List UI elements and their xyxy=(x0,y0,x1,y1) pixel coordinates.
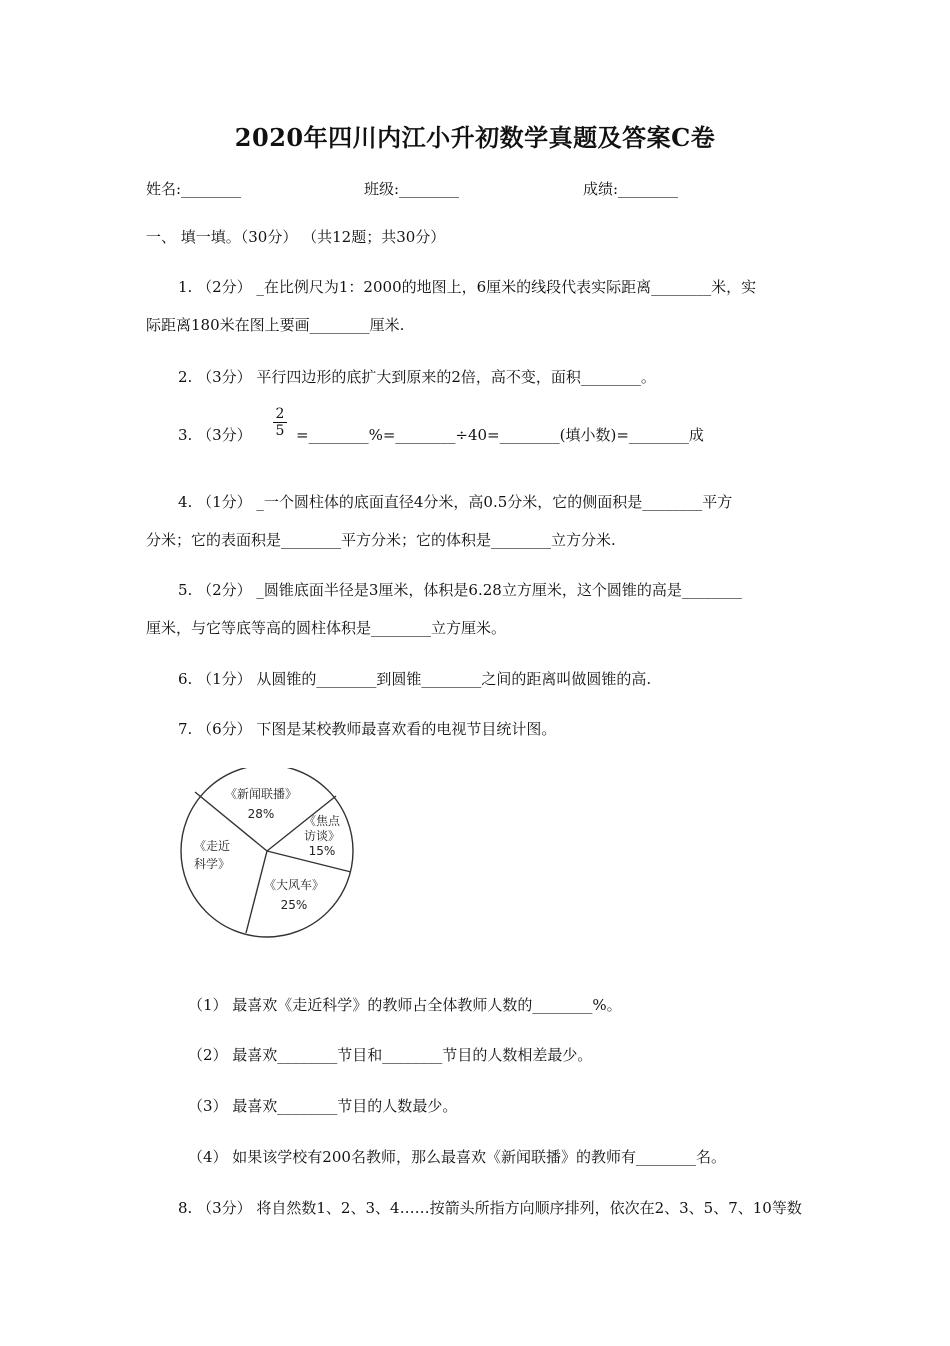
slice-label-zoujin-1: 《走近 xyxy=(193,839,231,853)
slice-value-dafengche: 25% xyxy=(280,898,308,912)
slice-label-jiaodian-2: 访谈》 xyxy=(303,829,341,843)
question-7-sub-2: （2） 最喜欢________节目和________节目的人数相差最少。 xyxy=(188,1046,593,1064)
name-field: 姓名:________ xyxy=(146,180,242,198)
question-6: 6. （1分） 从圆锥的________到圆锥________之间的距离叫做圆锥的高. xyxy=(178,670,652,688)
question-7-sub-1: （1） 最喜欢《走近科学》的教师占全体教师人数的________%。 xyxy=(188,996,622,1014)
slice-label-zoujin-2: 科学》 xyxy=(193,857,231,871)
question-7: 7. （6分） 下图是某校教师最喜欢看的电视节目统计图。 xyxy=(178,720,557,738)
question-2: 2. （3分） 平行四边形的底扩大到原来的2倍，高不变，面积________。 xyxy=(178,368,656,386)
slice-label-jiaodian-1: 《焦点 xyxy=(303,814,341,828)
slice-label-dafengche: 《大风车》 xyxy=(263,878,325,892)
section-heading: 一、 填一填。（30分） （共12题；共30分） xyxy=(146,228,446,246)
fraction xyxy=(272,406,288,439)
score-field: 成绩:________ xyxy=(583,180,679,198)
slice-value-xinwen: 28% xyxy=(247,807,275,821)
question-8: 8. （3分） 将自然数1、2、3、4……按箭头所指方向顺序排列，依次在2、3、5、7、10等数 xyxy=(178,1199,802,1217)
question-7-sub-3: （3） 最喜欢________节目的人数最少。 xyxy=(188,1097,458,1115)
slice-label-xinwen: 《新闻联播》 xyxy=(224,787,298,801)
question-1-line-2: 际距离180米在图上要画________厘米. xyxy=(146,316,405,334)
question-5-line-2: 厘米，与它等底等高的圆柱体积是________立方厘米。 xyxy=(146,619,507,637)
question-5-line-1: 5. （2分） _圆锥底面半径是3厘米，体积是6.28立方厘米，这个圆锥的高是________ xyxy=(178,581,742,599)
question-4-line-1: 4. （1分） _一个圆柱体的底面直径4分米，高0.5分米，它的侧面积是________平方 xyxy=(178,493,733,511)
question-7-sub-4: （4） 如果该学校有200名教师，那么最喜欢《新闻联播》的教师有________名。 xyxy=(188,1148,726,1166)
question-3-prefix: 3. （3分） xyxy=(178,426,252,444)
question-1-line-1: 1. （2分） _在比例尺为1：2000的地图上，6厘米的线段代表实际距离________米，实 xyxy=(178,278,757,296)
pie-chart xyxy=(172,768,362,938)
fraction-numerator: 2 xyxy=(275,406,285,422)
slice-value-jiaodian: 15% xyxy=(308,844,336,858)
page-title: 2020年四川内江小升初数学真题及答案C卷 xyxy=(234,123,716,152)
fraction-denominator: 5 xyxy=(275,423,285,439)
pie-divider-4 xyxy=(246,851,267,933)
question-3-rest: =________%=________÷40=________(填小数)=________成 xyxy=(296,426,704,444)
class-field: 班级:________ xyxy=(364,180,460,198)
question-4-line-2: 分米；它的表面积是________平方分米；它的体积是________立方分米. xyxy=(146,531,616,549)
